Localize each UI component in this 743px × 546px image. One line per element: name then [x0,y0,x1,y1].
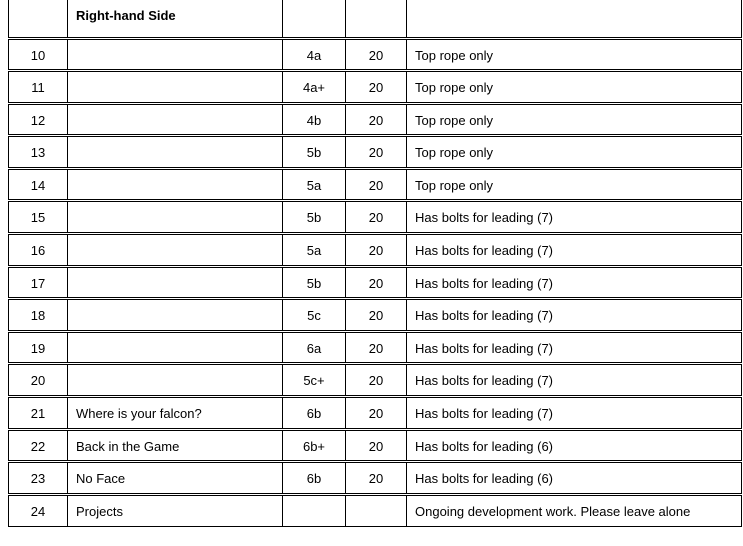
route-notes: Top rope only [407,71,742,104]
route-grade: 5b [283,201,346,234]
route-height: 20 [346,103,407,136]
header-height-cell [346,0,407,38]
route-notes: Has bolts for leading (6) [407,462,742,495]
route-notes: Top rope only [407,136,742,169]
route-height: 20 [346,462,407,495]
route-grade: 5a [283,168,346,201]
route-grade: 5a [283,234,346,267]
table-row [9,266,742,299]
route-grade: 6b [283,397,346,430]
route-name [68,136,283,169]
header-notes-cell [407,0,742,38]
table-row [9,364,742,397]
route-height: 20 [346,201,407,234]
route-number: 17 [9,266,68,299]
route-number: 15 [9,201,68,234]
route-height [346,494,407,527]
route-number: 11 [9,71,68,104]
route-name [68,266,283,299]
route-grade: 6a [283,331,346,364]
routes-table-body [9,0,742,527]
route-name [68,38,283,71]
table-row [9,494,742,527]
header-grade-cell [283,0,346,38]
route-name: No Face [68,462,283,495]
route-notes: Has bolts for leading (7) [407,266,742,299]
route-name [68,71,283,104]
route-notes: Has bolts for leading (7) [407,234,742,267]
table-row [9,38,742,71]
route-height: 20 [346,234,407,267]
route-height: 20 [346,331,407,364]
route-number: 12 [9,103,68,136]
route-height: 20 [346,429,407,462]
route-name: Back in the Game [68,429,283,462]
route-grade: 6b+ [283,429,346,462]
route-height: 20 [346,364,407,397]
table-row [9,331,742,364]
route-notes: Top rope only [407,103,742,136]
route-name [68,364,283,397]
table-row [9,397,742,430]
route-height: 20 [346,71,407,104]
route-height: 20 [346,38,407,71]
route-notes: Has bolts for leading (7) [407,331,742,364]
table-row [9,299,742,332]
route-number: 22 [9,429,68,462]
route-grade: 5c+ [283,364,346,397]
route-height: 20 [346,299,407,332]
route-name [68,168,283,201]
route-number: 14 [9,168,68,201]
route-number: 24 [9,494,68,527]
route-number: 19 [9,331,68,364]
routes-table [8,0,742,527]
route-grade [283,494,346,527]
table-row [9,136,742,169]
route-grade: 5c [283,299,346,332]
route-number: 20 [9,364,68,397]
table-row [9,201,742,234]
route-name [68,299,283,332]
route-height: 20 [346,397,407,430]
table-row [9,168,742,201]
route-name [68,201,283,234]
route-notes: Has bolts for leading (7) [407,299,742,332]
table-row [9,429,742,462]
route-height: 20 [346,266,407,299]
table-row [9,462,742,495]
route-number: 21 [9,397,68,430]
route-number: 23 [9,462,68,495]
header-num-cell [9,0,68,38]
route-grade: 4a [283,38,346,71]
table-row [9,234,742,267]
route-notes: Top rope only [407,168,742,201]
section-header-row [9,0,742,38]
route-number: 18 [9,299,68,332]
route-grade: 4a+ [283,71,346,104]
table-row [9,71,742,104]
route-grade: 4b [283,103,346,136]
route-name [68,234,283,267]
route-notes: Ongoing development work. Please leave alone [407,494,742,527]
route-notes: Has bolts for leading (7) [407,201,742,234]
route-number: 10 [9,38,68,71]
route-height: 20 [346,168,407,201]
route-notes: Has bolts for leading (7) [407,397,742,430]
section-title: Right-hand Side [68,0,283,38]
route-grade: 6b [283,462,346,495]
route-number: 13 [9,136,68,169]
route-name: Projects [68,494,283,527]
route-notes: Has bolts for leading (6) [407,429,742,462]
route-grade: 5b [283,266,346,299]
route-height: 20 [346,136,407,169]
route-notes: Top rope only [407,38,742,71]
route-number: 16 [9,234,68,267]
route-name [68,331,283,364]
route-name [68,103,283,136]
route-grade: 5b [283,136,346,169]
route-notes: Has bolts for leading (7) [407,364,742,397]
table-row [9,103,742,136]
route-name: Where is your falcon? [68,397,283,430]
